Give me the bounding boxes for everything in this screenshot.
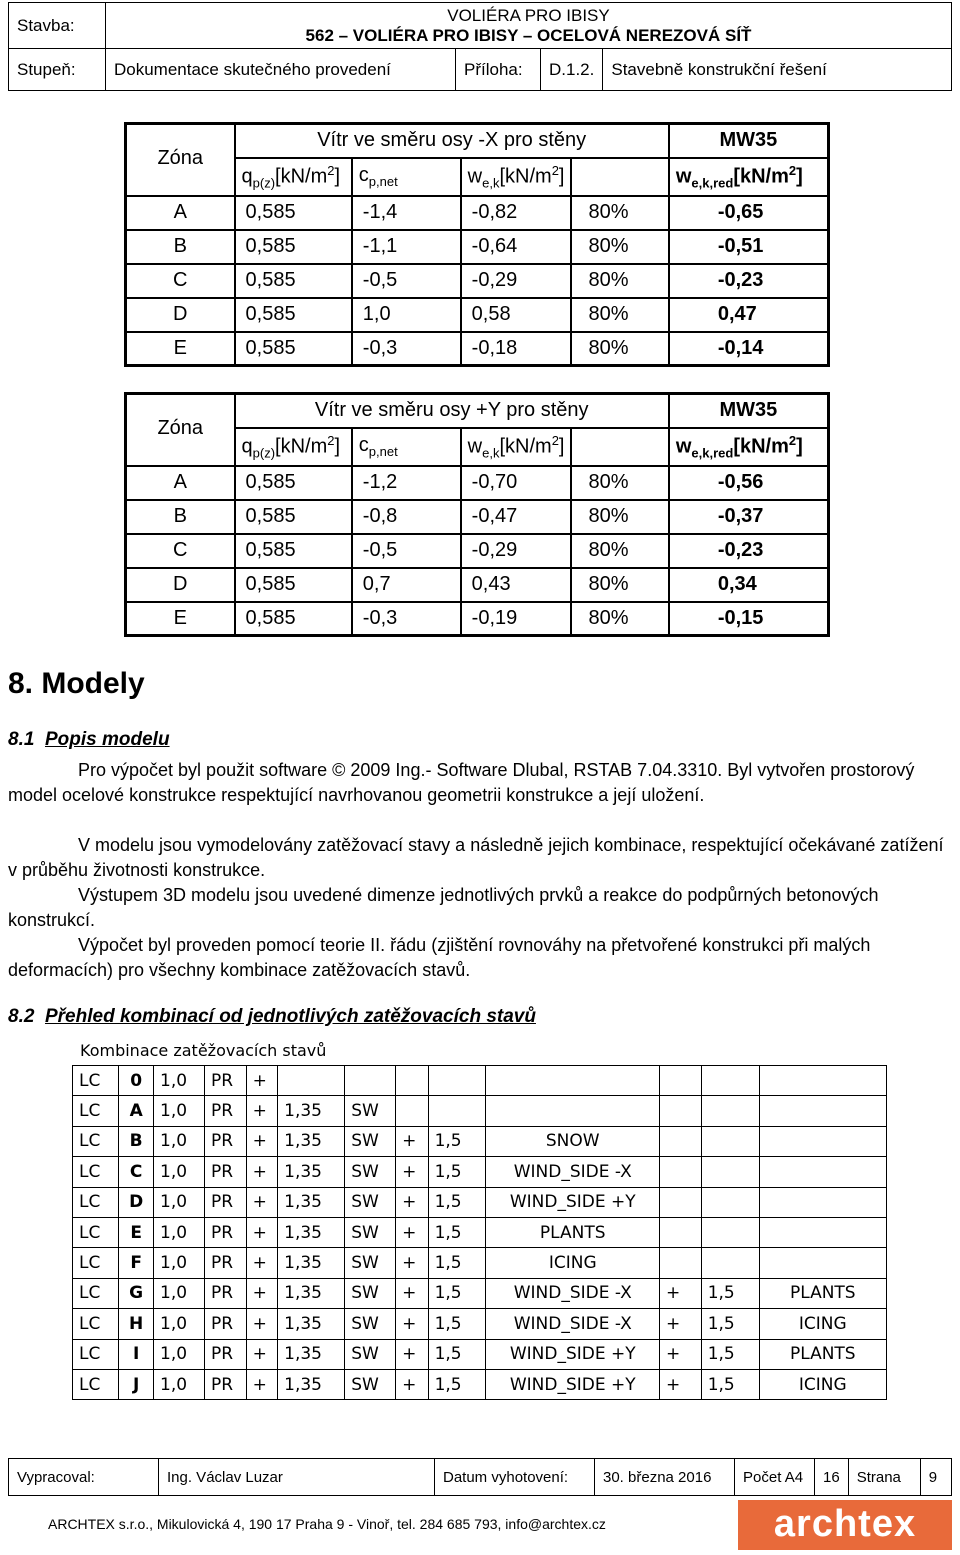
we-cell: -0,29: [461, 534, 572, 568]
we-cell: 0,58: [461, 298, 572, 332]
col-we: $w_{e,k}[kN/m^2]$: [461, 428, 572, 466]
table-cell: 1,0: [154, 1278, 205, 1308]
qp-cell: 0,585: [235, 466, 352, 500]
table-cell: SW: [345, 1126, 396, 1156]
document-footer: [8, 1458, 952, 1496]
zone-cell: D: [126, 568, 235, 602]
table-row: [126, 568, 829, 602]
document-header: [8, 2, 952, 91]
table-cell: SW: [345, 1248, 396, 1278]
table-cell: I: [119, 1339, 154, 1369]
table-cell: [278, 1066, 345, 1096]
table-cell: SW: [345, 1369, 396, 1399]
table-row: [73, 1248, 887, 1278]
zone-cell: C: [126, 264, 235, 298]
table-cell: +: [396, 1248, 428, 1278]
table-cell: 1,5: [428, 1157, 486, 1187]
table-cell: [660, 1217, 702, 1247]
table-cell: [759, 1187, 886, 1217]
zone-cell: A: [126, 466, 235, 500]
paragraph: Výstupem 3D modelu jsou uvedené dimenze jednotlivých prvků a reakce do podpůrných betonových konstrukcí.: [8, 885, 879, 930]
table-cell: PR: [204, 1187, 246, 1217]
cp-cell: 1,0: [352, 298, 461, 332]
stavba-line1: VOLIÉRA PRO IBISY: [447, 5, 610, 25]
table-row: [126, 230, 829, 264]
table-cell: ICING: [759, 1309, 886, 1339]
table-cell: +: [396, 1126, 428, 1156]
zone-cell: E: [126, 332, 235, 366]
stavba-line2: 562 – VOLIÉRA PRO IBISY – OCELOVÁ NEREZOVÁ SÍŤ: [305, 25, 752, 45]
vypracoval-label: Vypracoval:: [9, 1459, 159, 1496]
company-address: ARCHTEX s.r.o., Mikulovická 4, 190 17 Praha 9 - Vinoř, tel. 284 685 793, info@archtex.cz: [48, 1516, 606, 1532]
table-cell: D: [119, 1187, 154, 1217]
table-cell: PR: [204, 1157, 246, 1187]
table-row: [73, 1339, 887, 1369]
table-cell: PR: [204, 1278, 246, 1308]
table-cell: SNOW: [486, 1126, 660, 1156]
zone-cell: B: [126, 500, 235, 534]
pct-cell: 80%: [571, 500, 668, 534]
section-heading-8-2: [8, 1006, 536, 1028]
section-number: 8.2: [8, 1006, 35, 1027]
table-cell: 1,5: [701, 1309, 759, 1339]
wered-cell: -0,51: [669, 230, 829, 264]
wered-cell: -0,23: [669, 264, 829, 298]
wered-cell: -0,14: [669, 332, 829, 366]
table-cell: SW: [345, 1157, 396, 1187]
table-cell: LC: [73, 1157, 119, 1187]
table-cell: +: [246, 1339, 278, 1369]
table-cell: 1,0: [154, 1339, 205, 1369]
vypracoval-value: Ing. Václav Luzar: [159, 1459, 435, 1496]
table-cell: PR: [204, 1066, 246, 1096]
table-cell: +: [396, 1309, 428, 1339]
table-cell: 1,5: [428, 1369, 486, 1399]
table-cell: 1,5: [701, 1339, 759, 1369]
table-cell: B: [119, 1126, 154, 1156]
table-cell: +: [660, 1278, 702, 1308]
table-cell: +: [246, 1066, 278, 1096]
table-cell: 1,0: [154, 1369, 205, 1399]
table-cell: +: [246, 1126, 278, 1156]
table-cell: [660, 1157, 702, 1187]
table-cell: [428, 1096, 486, 1126]
archtex-logo: archtex: [738, 1500, 952, 1550]
table-row: [73, 1187, 887, 1217]
table-cell: [701, 1217, 759, 1247]
table-cell: +: [396, 1369, 428, 1399]
wind-table-title: Vítr ve směru osy +Y pro stěny: [235, 394, 669, 428]
table-cell: +: [246, 1369, 278, 1399]
table-row: [126, 264, 829, 298]
table-cell: G: [119, 1278, 154, 1308]
table-cell: 1,0: [154, 1157, 205, 1187]
wered-cell: -0,15: [669, 602, 829, 636]
col-we: $w_{e,k}[kN/m^2]$: [461, 158, 572, 196]
table-cell: 1,35: [278, 1369, 345, 1399]
table-cell: ICING: [759, 1369, 886, 1399]
table-cell: 1,0: [154, 1248, 205, 1278]
table-cell: PR: [204, 1217, 246, 1247]
we-cell: -0,82: [461, 196, 572, 230]
table-cell: WIND_SIDE +Y: [486, 1187, 660, 1217]
table-cell: 1,0: [154, 1126, 205, 1156]
table-cell: WIND_SIDE -X: [486, 1157, 660, 1187]
pocet-label: Počet A4: [735, 1459, 815, 1496]
table-cell: 1,0: [154, 1217, 205, 1247]
table-cell: 1,35: [278, 1157, 345, 1187]
pct-cell: 80%: [571, 332, 668, 366]
qp-cell: 0,585: [235, 568, 352, 602]
table-cell: PLANTS: [759, 1339, 886, 1369]
table-cell: [428, 1066, 486, 1096]
table-cell: [759, 1157, 886, 1187]
table-row: [126, 602, 829, 636]
table-row: [126, 500, 829, 534]
table-cell: [759, 1248, 886, 1278]
table-cell: [759, 1126, 886, 1156]
qp-cell: 0,585: [235, 196, 352, 230]
table-row: [126, 332, 829, 366]
datum-label: Datum vyhotovení:: [435, 1459, 595, 1496]
zone-cell: C: [126, 534, 235, 568]
wered-cell: -0,65: [669, 196, 829, 230]
stupen-value: Dokumentace skutečného provedení: [106, 49, 456, 91]
we-cell: 0,43: [461, 568, 572, 602]
qp-cell: 0,585: [235, 602, 352, 636]
col-wered: $w_{e,k,red}[kN/m^2]$: [669, 428, 829, 466]
table-row: [126, 196, 829, 230]
cp-cell: -0,3: [352, 332, 461, 366]
wered-cell: -0,23: [669, 534, 829, 568]
table-cell: LC: [73, 1187, 119, 1217]
pct-cell: 80%: [571, 602, 668, 636]
table-cell: [660, 1248, 702, 1278]
table-cell: LC: [73, 1066, 119, 1096]
table-cell: WIND_SIDE +Y: [486, 1339, 660, 1369]
zona-header: Zóna: [126, 124, 235, 196]
table-cell: +: [396, 1187, 428, 1217]
wind-table-x: [124, 122, 830, 367]
we-cell: -0,70: [461, 466, 572, 500]
table-cell: PR: [204, 1309, 246, 1339]
stupen-label: Stupeň:: [9, 49, 106, 91]
wind-table-title: Vítr ve směru osy -X pro stěny: [235, 124, 669, 158]
qp-cell: 0,585: [235, 264, 352, 298]
table-cell: SW: [345, 1339, 396, 1369]
table-cell: [701, 1248, 759, 1278]
table-cell: WIND_SIDE -X: [486, 1278, 660, 1308]
table-row: [73, 1126, 887, 1156]
table-cell: PR: [204, 1126, 246, 1156]
table-cell: 1,35: [278, 1217, 345, 1247]
table-cell: +: [246, 1248, 278, 1278]
combinations-table: [72, 1065, 887, 1400]
col-cp: $c_{p,net}$: [352, 428, 461, 466]
pct-cell: 80%: [571, 264, 668, 298]
table-cell: LC: [73, 1278, 119, 1308]
table-cell: PLANTS: [486, 1217, 660, 1247]
stavba-value: [106, 3, 952, 49]
cp-cell: -0,8: [352, 500, 461, 534]
col-pct: [571, 428, 668, 466]
table-cell: LC: [73, 1309, 119, 1339]
table-cell: [701, 1187, 759, 1217]
table-cell: 1,35: [278, 1126, 345, 1156]
col-wered: $w_{e,k,red}[kN/m^2]$: [669, 158, 829, 196]
table-cell: [701, 1096, 759, 1126]
table-cell: LC: [73, 1248, 119, 1278]
we-cell: -0,47: [461, 500, 572, 534]
cp-cell: -1,1: [352, 230, 461, 264]
table-cell: [486, 1066, 660, 1096]
table-cell: PR: [204, 1096, 246, 1126]
table-row: [126, 466, 829, 500]
priloha-code: D.1.2.: [541, 49, 603, 91]
table-cell: +: [660, 1309, 702, 1339]
table-cell: +: [396, 1157, 428, 1187]
table-cell: PLANTS: [759, 1278, 886, 1308]
zone-cell: E: [126, 602, 235, 636]
table-cell: [759, 1096, 886, 1126]
table-cell: [701, 1126, 759, 1156]
table-cell: +: [246, 1187, 278, 1217]
col-qp: $q_{p(z)}[kN/m^2]$: [235, 428, 352, 466]
table-cell: 1,0: [154, 1187, 205, 1217]
table-cell: F: [119, 1248, 154, 1278]
wered-cell: -0,37: [669, 500, 829, 534]
table-cell: +: [396, 1217, 428, 1247]
table-cell: 1,0: [154, 1309, 205, 1339]
table-cell: +: [246, 1096, 278, 1126]
table-cell: [486, 1096, 660, 1126]
paragraph: V modelu jsou vymodelovány zatěžovací stavy a následně jejich kombinace, respektující očekávané zatížení v průběhu životnosti konstrukce.: [8, 835, 944, 880]
table-cell: ICING: [486, 1248, 660, 1278]
paragraph: Pro výpočet byl použit software © 2009 Ing.- Software Dlubal, RSTAB 7.04.3310. Byl vytvořen prostorový model ocelové konstrukce respektující navrhovanou geometrii konstrukce a její uložení.: [8, 760, 915, 805]
table-cell: SW: [345, 1096, 396, 1126]
mw-header: MW35: [669, 394, 829, 428]
table-cell: +: [660, 1369, 702, 1399]
table-cell: +: [246, 1217, 278, 1247]
table-cell: LC: [73, 1339, 119, 1369]
table-cell: SW: [345, 1309, 396, 1339]
table-cell: [660, 1126, 702, 1156]
paragraph: Výpočet byl proveden pomocí teorie II. řádu (zjištění rovnováhy na přetvořené konstrukci při malých deformacích) pro všechny kombinace zatěžovacích stavů.: [8, 935, 871, 980]
strana-value: 9: [920, 1459, 951, 1496]
section-heading-8-1: [8, 729, 170, 751]
table-cell: [660, 1187, 702, 1217]
table-cell: 1,5: [428, 1217, 486, 1247]
table-cell: 1,5: [428, 1187, 486, 1217]
cp-cell: -0,5: [352, 534, 461, 568]
table-cell: PR: [204, 1369, 246, 1399]
section-title: Popis modelu: [44, 729, 170, 750]
table-row: [73, 1369, 887, 1399]
strana-label: Strana: [848, 1459, 920, 1496]
table-cell: E: [119, 1217, 154, 1247]
pct-cell: 80%: [571, 298, 668, 332]
table-cell: [660, 1066, 702, 1096]
table-cell: +: [396, 1278, 428, 1308]
zone-cell: A: [126, 196, 235, 230]
table-cell: WIND_SIDE +Y: [486, 1369, 660, 1399]
table-row: [73, 1278, 887, 1308]
table-cell: LC: [73, 1126, 119, 1156]
table-cell: +: [396, 1339, 428, 1369]
table-cell: LC: [73, 1096, 119, 1126]
table-cell: LC: [73, 1369, 119, 1399]
table-cell: A: [119, 1096, 154, 1126]
table-row: [73, 1157, 887, 1187]
table-cell: LC: [73, 1217, 119, 1247]
wered-cell: -0,56: [669, 466, 829, 500]
cp-cell: -0,3: [352, 602, 461, 636]
we-cell: -0,29: [461, 264, 572, 298]
table-cell: 1,35: [278, 1248, 345, 1278]
qp-cell: 0,585: [235, 332, 352, 366]
priloha-value: Stavebně konstrukční řešení: [603, 49, 952, 91]
table-cell: SW: [345, 1187, 396, 1217]
priloha-label: Příloha:: [456, 49, 541, 91]
table-cell: [701, 1066, 759, 1096]
table-cell: SW: [345, 1217, 396, 1247]
table-cell: +: [246, 1278, 278, 1308]
table-cell: C: [119, 1157, 154, 1187]
table-cell: SW: [345, 1278, 396, 1308]
table-cell: 1,35: [278, 1187, 345, 1217]
table-cell: 1,35: [278, 1096, 345, 1126]
col-qp: $q_{p(z)}[kN/m^2]$: [235, 158, 352, 196]
table-row: [73, 1096, 887, 1126]
table-cell: 1,35: [278, 1339, 345, 1369]
table-cell: 1,5: [428, 1126, 486, 1156]
table-row: [73, 1309, 887, 1339]
we-cell: -0,19: [461, 602, 572, 636]
table-cell: J: [119, 1369, 154, 1399]
qp-cell: 0,585: [235, 534, 352, 568]
qp-cell: 0,585: [235, 230, 352, 264]
table-cell: WIND_SIDE -X: [486, 1309, 660, 1339]
stavba-label: Stavba:: [9, 3, 106, 49]
table-cell: +: [246, 1157, 278, 1187]
pct-cell: 80%: [571, 230, 668, 264]
table-cell: 1,5: [701, 1369, 759, 1399]
cp-cell: 0,7: [352, 568, 461, 602]
table-cell: H: [119, 1309, 154, 1339]
section-title: Přehled kombinací od jednotlivých zatěžovacích stavů: [44, 1006, 536, 1027]
cp-cell: -1,4: [352, 196, 461, 230]
table-cell: [660, 1096, 702, 1126]
table-cell: 0: [119, 1066, 154, 1096]
wind-table-y: [124, 392, 830, 637]
table-cell: +: [660, 1339, 702, 1369]
pct-cell: 80%: [571, 534, 668, 568]
datum-value: 30. března 2016: [595, 1459, 735, 1496]
table-cell: 1,5: [428, 1339, 486, 1369]
we-cell: -0,64: [461, 230, 572, 264]
table-cell: PR: [204, 1339, 246, 1369]
we-cell: -0,18: [461, 332, 572, 366]
table-cell: [345, 1066, 396, 1096]
table-cell: 1,35: [278, 1278, 345, 1308]
pct-cell: 80%: [571, 568, 668, 602]
zone-cell: B: [126, 230, 235, 264]
mw-header: MW35: [669, 124, 829, 158]
table-cell: [396, 1096, 428, 1126]
cp-cell: -1,2: [352, 466, 461, 500]
col-pct: [571, 158, 668, 196]
table-cell: [396, 1066, 428, 1096]
col-cp: $c_{p,net}$: [352, 158, 461, 196]
zona-header: Zóna: [126, 394, 235, 466]
zone-cell: D: [126, 298, 235, 332]
table-cell: [701, 1157, 759, 1187]
pct-cell: 80%: [571, 466, 668, 500]
qp-cell: 0,585: [235, 298, 352, 332]
section-heading-modely: 8. Modely: [8, 667, 145, 700]
table-cell: 1,0: [154, 1096, 205, 1126]
table-cell: PR: [204, 1248, 246, 1278]
pct-cell: 80%: [571, 196, 668, 230]
cp-cell: -0,5: [352, 264, 461, 298]
wered-cell: 0,47: [669, 298, 829, 332]
table-cell: +: [246, 1309, 278, 1339]
table-cell: 1,5: [428, 1248, 486, 1278]
table-row: [73, 1217, 887, 1247]
table-cell: 1,35: [278, 1309, 345, 1339]
section-number: 8.1: [8, 729, 35, 750]
table-row: [73, 1066, 887, 1096]
table-cell: 1,0: [154, 1066, 205, 1096]
table-cell: 1,5: [428, 1278, 486, 1308]
combinations-title: Kombinace zatěžovacích stavů: [80, 1041, 327, 1060]
qp-cell: 0,585: [235, 500, 352, 534]
table-cell: [759, 1217, 886, 1247]
table-row: [126, 534, 829, 568]
table-row: [126, 298, 829, 332]
wered-cell: 0,34: [669, 568, 829, 602]
table-cell: 1,5: [428, 1309, 486, 1339]
pocet-value: 16: [815, 1459, 849, 1496]
table-cell: [759, 1066, 886, 1096]
table-cell: 1,5: [701, 1278, 759, 1308]
